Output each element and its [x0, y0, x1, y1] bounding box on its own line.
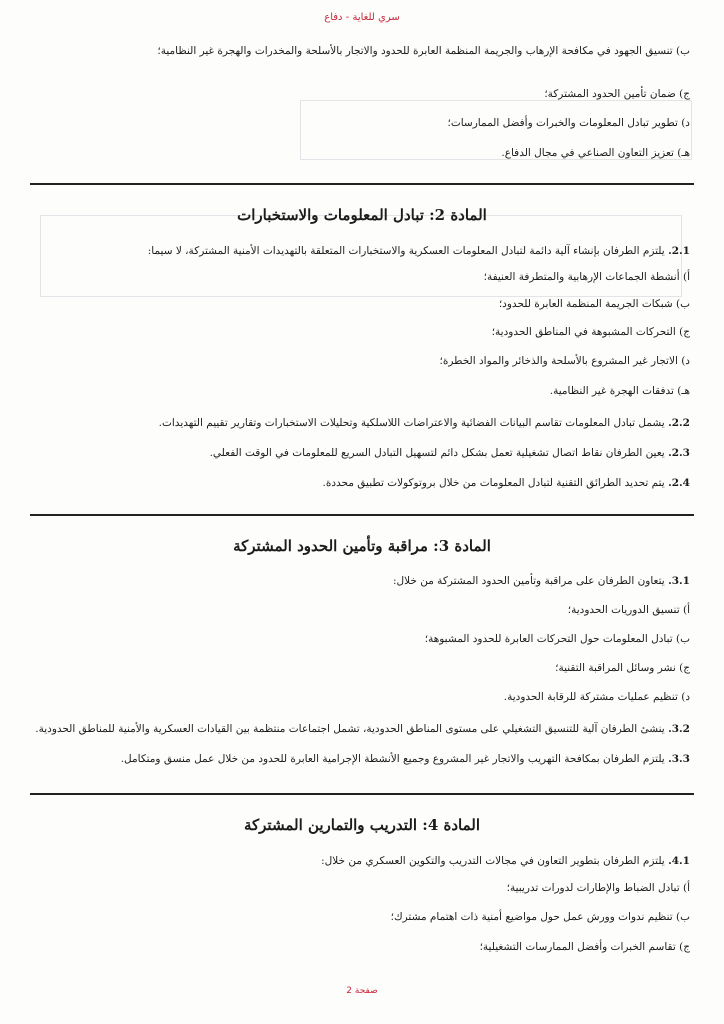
classification-header: سري للغاية - دفاع [324, 12, 400, 23]
list-item: ب) شبكات الجريمة المنظمة العابرة للحدود؛ [498, 298, 690, 310]
paragraph-text: يلتزم الطرفان بتطوير التعاون في مجالات التدريب والتكوين العسكري من خلال: [321, 855, 665, 867]
paragraph-text: ينشئ الطرفان آلية للتنسيق التشغيلي على مستوى المناطق الحدودية، تشمل اجتماعات منتظمة بين القيادات العسكرية والأمنية للمناطق الحدودية. [35, 723, 665, 735]
paragraph-3-2 [35, 722, 690, 736]
list-item: ب) تنظيم ندوات وورش عمل حول مواضيع أمنية ذات اهتمام مشترك؛ [390, 911, 690, 923]
article-4-title: المادة 4: التدريب والتمارين المشتركة [243, 816, 481, 834]
paragraph-number: 2.2. [668, 417, 690, 429]
list-item: أ) تبادل الضباط والإطارات لدورات تدريبية؛ [506, 882, 690, 894]
list-item: ب) تبادل المعلومات حول التحركات العابرة للحدود المشبوهة؛ [424, 633, 690, 645]
paragraph-number: 3.2. [668, 723, 690, 735]
paragraph-text: يتم تحديد الطرائق التقنية لتبادل المعلومات من خلال بروتوكولات تطبيق محددة. [322, 477, 665, 489]
paragraph-text: يتعاون الطرفان على مراقبة وتأمين الحدود المشتركة من خلال: [392, 575, 665, 587]
page-number: صفحة 2 [346, 986, 378, 996]
list-item: أ) أنشطة الجماعات الإرهابية والمتطرفة العنيفة؛ [483, 271, 690, 283]
list-item: ج) التحركات المشبوهة في المناطق الحدودية؛ [491, 326, 690, 338]
list-item: ب) تنسيق الجهود في مكافحة الإرهاب والجريمة المنظمة العابرة للحدود والاتجار بالأسلحة والمخدرات والهجرة غير النظامية؛ [157, 45, 690, 57]
paragraph-number: 3.3. [668, 753, 690, 765]
paragraph-number: 2.1. [668, 245, 690, 257]
list-item: د) الاتجار غير المشروع بالأسلحة والذخائر والمواد الخطرة؛ [439, 355, 690, 367]
paragraph-number: 4.1. [668, 855, 690, 867]
article-2-title: المادة 2: تبادل المعلومات والاستخبارات [237, 206, 487, 224]
paragraph-3-1 [393, 574, 690, 588]
paragraph-2-4 [323, 476, 690, 490]
paragraph-number: 2.3. [668, 447, 690, 459]
paragraph-number: 2.4. [668, 477, 690, 489]
list-item: هـ) تعزيز التعاون الصناعي في مجال الدفاع. [501, 147, 690, 159]
article-3-title: المادة 3: مراقبة وتأمين الحدود المشتركة [233, 537, 491, 555]
paragraph-text: يعين الطرفان نقاط اتصال تشغيلية تعمل بشكل دائم لتسهيل التبادل السريع للمعلومات في الوقت الفعلي. [209, 447, 665, 459]
list-item: ج) تقاسم الخبرات وأفضل الممارسات التشغيلية؛ [479, 941, 690, 953]
paragraph-text: يشمل تبادل المعلومات تقاسم البيانات الفضائية والاعتراضات اللاسلكية وتحليلات الاستخبارات وتقارير تقييم التهديدات. [158, 417, 665, 429]
paragraph-4-1 [321, 854, 690, 868]
list-item: ج) نشر وسائل المراقبة التقنية؛ [555, 662, 690, 674]
list-item: أ) تنسيق الدوريات الحدودية؛ [567, 604, 690, 616]
section-divider [30, 183, 694, 185]
paragraph-2-3 [210, 446, 690, 460]
list-item: د) تنظيم عمليات مشتركة للرقابة الحدودية. [503, 691, 690, 703]
paragraph-text: يلتزم الطرفان بمكافحة التهريب والاتجار غير المشروع وجميع الأنشطة الإجرامية العابرة للحدود من خلال عمل منسق ومتكامل. [120, 753, 665, 765]
paragraph-number: 3.1. [668, 575, 690, 587]
list-item: د) تطوير تبادل المعلومات والخبرات وأفضل الممارسات؛ [447, 117, 690, 129]
paragraph-2-1 [148, 244, 690, 258]
paragraph-text: يلتزم الطرفان بإنشاء آلية دائمة لتبادل المعلومات العسكرية والاستخبارات المتعلقة بالتهديدات الأمنية المشتركة، لا سيما: [147, 245, 665, 257]
section-divider [30, 514, 694, 516]
list-item: هـ) تدفقات الهجرة غير النظامية. [549, 385, 690, 397]
list-item: ج) ضمان تأمين الحدود المشتركة؛ [544, 88, 690, 100]
paragraph-2-2 [159, 416, 690, 430]
paragraph-3-3 [121, 752, 690, 766]
section-divider [30, 793, 694, 795]
